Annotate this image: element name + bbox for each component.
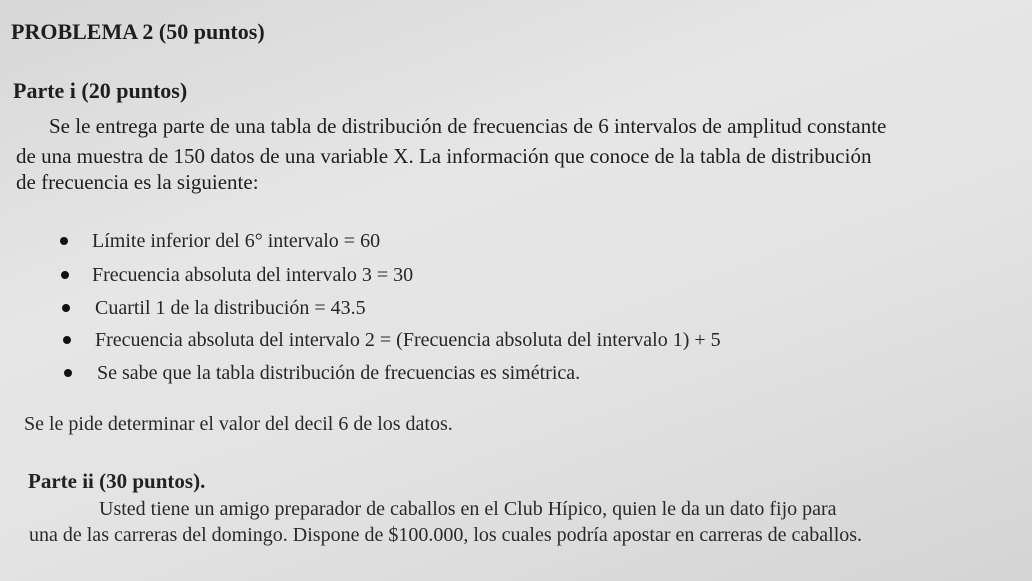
bullet-text: Frecuencia absoluta del intervalo 2 = (Frecuencia absoluta del intervalo 1) + 5 bbox=[95, 329, 721, 351]
part1-heading: Parte i (20 puntos) bbox=[13, 78, 188, 103]
problem-title: PROBLEMA 2 (50 puntos) bbox=[11, 19, 265, 44]
part2-heading: Parte ii (30 puntos). bbox=[28, 469, 206, 493]
part1-paragraph-line-3: de frecuencia es la siguiente: bbox=[16, 170, 259, 194]
bullet-text: Se sabe que la tabla distribución de frecuencias es simétrica. bbox=[97, 362, 581, 384]
bullet-text: Límite inferior del 6° intervalo = 60 bbox=[92, 230, 381, 252]
bullet-dot-icon bbox=[61, 271, 69, 279]
bullet-dot-icon bbox=[64, 369, 72, 377]
bullet-dot-icon bbox=[63, 336, 71, 344]
bullet-dot-icon bbox=[62, 304, 70, 312]
part1-paragraph-line-1: Se le entrega parte de una tabla de distribución de frecuencias de 6 intervalos de amplitud constante bbox=[49, 114, 887, 138]
part1-paragraph-line-2: de una muestra de 150 datos de una variable X. La información que conoce de la tabla de distribución bbox=[16, 144, 872, 168]
bullet-dot-icon bbox=[60, 237, 68, 245]
part2-paragraph-line-1: Usted tiene un amigo preparador de caballos en el Club Hípico, quien le da un dato fijo para bbox=[99, 498, 837, 520]
bullet-text: Cuartil 1 de la distribución = 43.5 bbox=[95, 297, 366, 319]
part1-question: Se le pide determinar el valor del decil 6 de los datos. bbox=[24, 413, 453, 435]
bullet-text: Frecuencia absoluta del intervalo 3 = 30 bbox=[92, 264, 414, 286]
part2-paragraph-line-2: una de las carreras del domingo. Dispone de $100.000, los cuales podría apostar en carreras de caballos. bbox=[29, 524, 863, 546]
